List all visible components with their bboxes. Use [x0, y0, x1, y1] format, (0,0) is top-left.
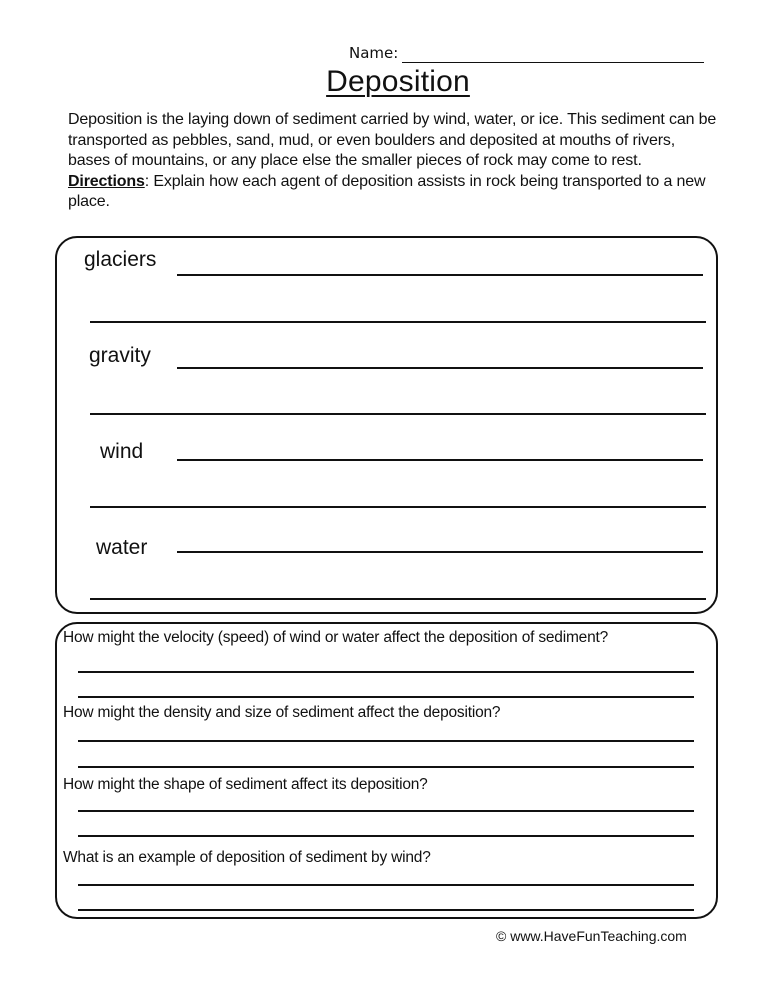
name-label: Name:: [349, 44, 399, 62]
name-input-line[interactable]: [402, 62, 704, 63]
answer-line-glaciers-2[interactable]: [90, 321, 706, 323]
answer-line-q2-2[interactable]: [78, 766, 694, 768]
answer-line-q3-1[interactable]: [78, 810, 694, 812]
answer-line-q2-1[interactable]: [78, 740, 694, 742]
questions-box: [55, 622, 718, 919]
question-wind-example: What is an example of deposition of sediment by wind?: [63, 849, 431, 866]
answer-line-q4-1[interactable]: [78, 884, 694, 886]
answer-line-q4-2[interactable]: [78, 909, 694, 911]
answer-line-wind-2[interactable]: [90, 506, 706, 508]
intro-text: [68, 110, 718, 213]
answer-line-wind-1[interactable]: [177, 459, 703, 461]
agents-box: [55, 236, 718, 614]
agent-label-wind: wind: [100, 440, 144, 463]
agent-label-glaciers: glaciers: [84, 248, 157, 271]
question-density-size: How might the density and size of sediment affect the deposition?: [63, 704, 501, 721]
directions-text: : Explain how each agent of deposition assists in rock being transported to a new place.: [68, 172, 706, 210]
question-velocity: How might the velocity (speed) of wind or water affect the deposition of sediment?: [63, 629, 609, 646]
directions-label: Directions: [68, 172, 145, 190]
answer-line-gravity-2[interactable]: [90, 413, 706, 415]
answer-line-water-2[interactable]: [90, 598, 706, 600]
question-shape: How might the shape of sediment affect its deposition?: [63, 776, 428, 793]
answer-line-q1-1[interactable]: [78, 671, 694, 673]
page-title: Deposition: [326, 65, 470, 98]
intro-paragraph: Deposition is the laying down of sediment carried by wind, water, or ice. This sediment can be transported as pebbles, sand, mud, or even boulders and deposited at mouths of rivers, bases of mountains, or any place else the smaller pieces of rock may come to rest.: [68, 111, 717, 169]
answer-line-gravity-1[interactable]: [177, 367, 703, 369]
answer-line-q3-2[interactable]: [78, 835, 694, 837]
answer-line-glaciers-1[interactable]: [177, 274, 703, 276]
answer-line-water-1[interactable]: [177, 551, 703, 553]
copyright-footer: © www.HaveFunTeaching.com: [496, 928, 687, 944]
agent-label-water: water: [96, 536, 148, 559]
answer-line-q1-2[interactable]: [78, 696, 694, 698]
agent-label-gravity: gravity: [89, 344, 151, 367]
